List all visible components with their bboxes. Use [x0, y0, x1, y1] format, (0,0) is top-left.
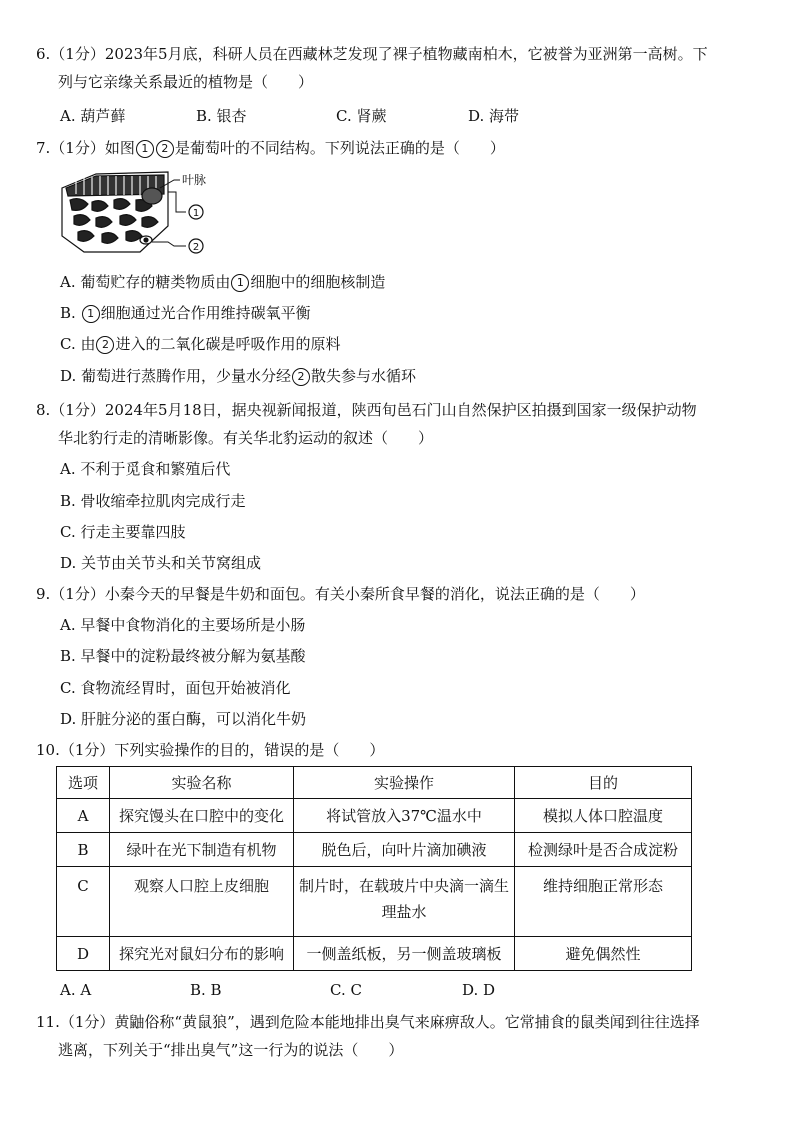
header-experiment-name: 实验名称: [110, 767, 294, 799]
question-6-options: [60, 104, 519, 128]
question-10-options: [60, 978, 495, 1002]
option-d: D. 海带: [468, 107, 520, 125]
question-7-option-b: B. 1 细胞通过光合作用维持碳氧平衡: [60, 304, 311, 322]
question-9-option-a: A. 早餐中食物消化的主要场所是小肠: [60, 616, 306, 634]
option-c: C. 肾蕨: [336, 107, 387, 125]
question-7-option-c: C. 由 2 进入的二氧化碳是呼吸作用的原料: [60, 335, 341, 353]
question-9-stem: 9.（1分）小秦今天的早餐是牛奶和面包。有关小秦所食早餐的消化，说法正确的是（ ）: [36, 585, 645, 603]
question-11-stem: 11.（1分）黄鼬俗称“黄鼠狼”，遇到危险本能地排出臭气来麻痹敌人。它常捕食的鼠类闻到往往选择: [36, 1013, 700, 1031]
question-8-stem: 8.（1分）2024年5月18日，据央视新闻报道，陕西旬邑石门山自然保护区拍摄到国家一级保护动物: [36, 401, 697, 419]
table-row: C 观察人口腔上皮细胞 制片时，在载玻片中央滴一滴生理盐水 维持细胞正常形态: [57, 867, 692, 937]
option-c: C. C: [330, 981, 362, 999]
label-2: 2: [192, 242, 200, 253]
option-b: B. B: [190, 981, 222, 999]
option-a: A. 葫芦藓: [60, 107, 126, 125]
question-10: [36, 736, 766, 764]
question-11-stem-continued: 逃离，下列关于“排出臭气”这一行为的说法（ ）: [58, 1041, 404, 1059]
table-row: D 探究光对鼠妇分布的影响 一侧盖纸板，另一侧盖玻璃板 避免偶然性: [57, 937, 692, 971]
table-row: A 探究馒头在口腔中的变化 将试管放入37℃温水中 模拟人体口腔温度: [57, 799, 692, 833]
question-8-option-d: D. 关节由关节头和关节窝组成: [60, 554, 262, 572]
header-purpose: 目的: [515, 767, 692, 799]
question-6: [36, 40, 766, 96]
question-7: [36, 134, 766, 162]
grape-leaf-figure: [56, 166, 236, 258]
table-header-row: [57, 767, 692, 799]
option-d: D. D: [462, 981, 496, 999]
question-9-option-d: D. 肝脏分泌的蛋白酶，可以消化牛奶: [60, 710, 307, 728]
label-1: 1: [192, 208, 200, 219]
question-9-option-b: B. 早餐中的淀粉最终被分解为氨基酸: [60, 647, 306, 665]
question-8: [36, 396, 766, 452]
circled-2: 2: [156, 140, 174, 158]
option-b: B. 银杏: [196, 107, 247, 125]
question-6-stem: 6.（1分）2023年5月底，科研人员在西藏林芝发现了裸子植物藏南柏木，它被誉为亚洲第一高树。下: [36, 45, 708, 63]
header-operation: 实验操作: [294, 767, 515, 799]
option-a: A. A: [60, 981, 92, 999]
question-7-stem: 7.（1分）如图 1 2 是葡萄叶的不同结构。下列说法正确的是（ ）: [36, 139, 505, 157]
question-7-option-d: D. 葡萄进行蒸腾作用，少量水分经 2 散失参与水循环: [60, 367, 417, 385]
circled-1: 1: [136, 140, 154, 158]
question-8-option-b: B. 骨收缩牵拉肌肉完成行走: [60, 492, 246, 510]
question-10-stem: 10.（1分）下列实验操作的目的，错误的是（ ）: [36, 741, 385, 759]
vein-label: 叶脉: [182, 173, 207, 187]
question-8-option-a: A. 不利于觅食和繁殖后代: [60, 460, 231, 478]
question-8-option-c: C. 行走主要靠四肢: [60, 523, 186, 541]
question-6-stem-continued: 列与它亲缘关系最近的植物是（ ）: [58, 73, 314, 91]
question-8-stem-continued: 华北豹行走的清晰影像。有关华北豹运动的叙述（ ）: [58, 429, 434, 447]
question-7-option-a: A. 葡萄贮存的糖类物质由 1 细胞中的细胞核制造: [60, 273, 386, 291]
question-9-option-c: C. 食物流经胃时，面包开始被消化: [60, 679, 291, 697]
question-9: [36, 580, 766, 608]
table-row: B 绿叶在光下制造有机物 脱色后，向叶片滴加碘液 检测绿叶是否合成淀粉: [57, 833, 692, 867]
question-11: [36, 1008, 766, 1064]
header-option: 选项: [57, 767, 110, 799]
experiment-table: [56, 766, 692, 971]
